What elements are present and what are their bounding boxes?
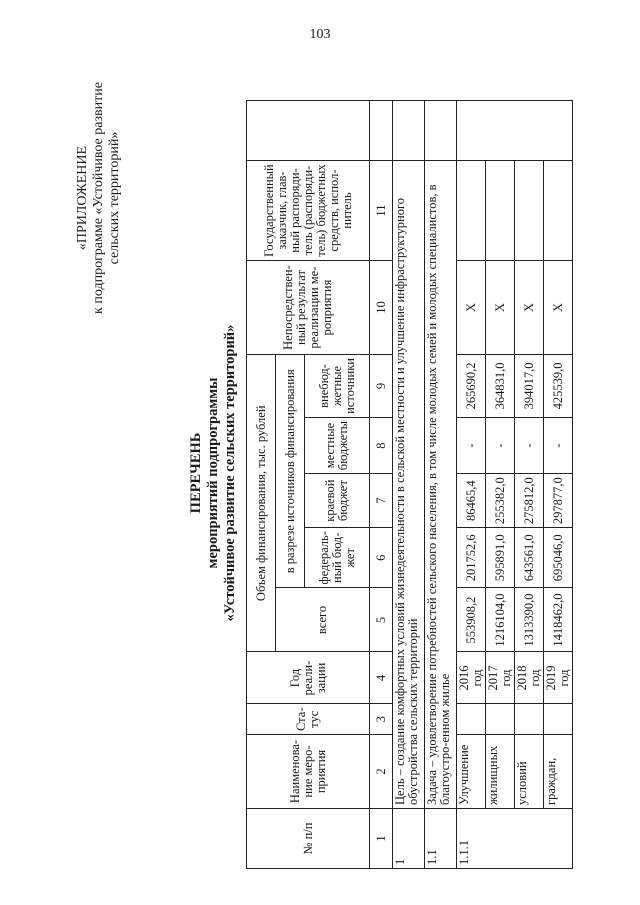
column-number: 6 bbox=[370, 528, 393, 588]
task-number: 1.1 bbox=[425, 809, 457, 869]
status-cell bbox=[515, 704, 544, 735]
column-number: 4 bbox=[370, 652, 393, 704]
header-result: Непосредствен-ный результат реализации ме-роприятия bbox=[247, 261, 370, 355]
header-name: Наименова-ние меро-приятия bbox=[247, 735, 370, 809]
empty-cell bbox=[393, 101, 425, 161]
local-cell: - bbox=[457, 417, 486, 473]
regional-cell: 275812,0 bbox=[515, 474, 544, 528]
total-cell: 553908,2 bbox=[457, 588, 486, 652]
task-text: Задача – удовлетворение потребностей сельского населения, в том числе молодых семей и молодых специалистов, в благоустро-енном жилье bbox=[425, 161, 457, 809]
regional-cell: 86465,4 bbox=[457, 474, 486, 528]
regional-cell: 255382,0 bbox=[486, 474, 515, 528]
empty-cell bbox=[457, 101, 573, 161]
offbudget-cell: 265690,2 bbox=[457, 355, 486, 418]
year-cell: 2019 год bbox=[544, 652, 573, 704]
header-customer: Государственный заказчик, глав-ный распоряди-тель (распоряди-тель) бюджетных средств, испол-нитель bbox=[247, 161, 370, 261]
column-number: 2 bbox=[370, 735, 393, 809]
header-offbudget: внебюд-жетные источники bbox=[305, 355, 370, 418]
federal-cell: 695046,0 bbox=[544, 528, 573, 588]
status-cell bbox=[544, 704, 573, 735]
table-row bbox=[486, 101, 515, 869]
result-cell: Х bbox=[486, 261, 515, 355]
measures-table bbox=[246, 100, 573, 869]
column-number: 9 bbox=[370, 355, 393, 418]
goal-number: 1 bbox=[393, 809, 425, 869]
header-row-1 bbox=[247, 101, 276, 869]
column-number: 8 bbox=[370, 417, 393, 473]
rotated-sheet bbox=[70, 58, 570, 888]
year-cell: 2017 год bbox=[486, 652, 515, 704]
header-local: местные бюджеты bbox=[305, 417, 370, 473]
customer-cell bbox=[486, 161, 515, 261]
total-cell: 1418462,0 bbox=[544, 588, 573, 652]
column-number: 7 bbox=[370, 474, 393, 528]
empty-cell bbox=[370, 101, 393, 161]
heading-program: «Устойчивое развитие сельских территорий» bbox=[222, 324, 238, 622]
result-cell: Х bbox=[515, 261, 544, 355]
column-number: 1 bbox=[370, 809, 393, 869]
result-cell: Х bbox=[544, 261, 573, 355]
offbudget-cell: 425539,0 bbox=[544, 355, 573, 418]
year-cell: 2016 год bbox=[457, 652, 486, 704]
result-cell: Х bbox=[457, 261, 486, 355]
appendix-block bbox=[75, 63, 123, 333]
item-number: 1.1.1 bbox=[457, 809, 573, 869]
year-cell: 2018 год bbox=[515, 652, 544, 704]
federal-cell: 201752,6 bbox=[457, 528, 486, 588]
appendix-line-2: сельских территорий» bbox=[107, 131, 122, 265]
customer-cell bbox=[515, 161, 544, 261]
total-cell: 1313390,0 bbox=[515, 588, 544, 652]
item-name-line: Улучшение bbox=[457, 735, 486, 809]
item-name-line: условий bbox=[515, 735, 544, 809]
appendix-title: «ПРИЛОЖЕНИЕ bbox=[75, 145, 90, 251]
page-number: 103 bbox=[309, 27, 331, 42]
offbudget-cell: 394017,0 bbox=[515, 355, 544, 418]
total-cell: 1216104,0 bbox=[486, 588, 515, 652]
column-number: 5 bbox=[370, 588, 393, 652]
header-regional: краевой бюджет bbox=[305, 474, 370, 528]
header-number: № п/п bbox=[247, 809, 370, 869]
empty-cell bbox=[247, 101, 370, 161]
table-row bbox=[457, 101, 486, 869]
empty-cell bbox=[425, 101, 457, 161]
goal-text: Цель – создание комфортных условий жизнедеятельности в сельской местности и улучшение инфраструктурного обустройства сельских территорий bbox=[393, 161, 425, 809]
column-number-row bbox=[370, 101, 393, 869]
heading-block bbox=[188, 58, 239, 888]
customer-cell bbox=[544, 161, 573, 261]
header-by-source: в разрезе источников финансирования bbox=[276, 355, 305, 588]
regional-cell: 297877,0 bbox=[544, 474, 573, 528]
item-name-line: жилищных bbox=[486, 735, 515, 809]
column-number: 3 bbox=[370, 704, 393, 735]
federal-cell: 643561,0 bbox=[515, 528, 544, 588]
header-total: всего bbox=[276, 588, 370, 652]
column-number: 11 bbox=[370, 161, 393, 261]
local-cell: - bbox=[486, 417, 515, 473]
heading-title: ПЕРЕЧЕНЬ bbox=[188, 432, 204, 514]
column-number: 10 bbox=[370, 261, 393, 355]
federal-cell: 595891,0 bbox=[486, 528, 515, 588]
header-federal: федераль-ный бюд-жет bbox=[305, 528, 370, 588]
customer-cell bbox=[457, 161, 486, 261]
heading-subtitle: мероприятий подпрограммы bbox=[205, 377, 221, 569]
local-cell: - bbox=[515, 417, 544, 473]
header-status: Ста-тус bbox=[247, 704, 370, 735]
local-cell: - bbox=[544, 417, 573, 473]
item-name-line: граждан, bbox=[544, 735, 573, 809]
goal-row bbox=[393, 101, 425, 869]
header-funding: Объем финансирования, тыс. рублей bbox=[247, 355, 276, 652]
task-row bbox=[425, 101, 457, 869]
table-row bbox=[544, 101, 573, 869]
offbudget-cell: 364831,0 bbox=[486, 355, 515, 418]
status-cell bbox=[486, 704, 515, 735]
status-cell bbox=[457, 704, 486, 735]
appendix-line-1: к подпрограмме «Устойчивое развитие bbox=[91, 82, 106, 314]
header-year: Год реали-зации bbox=[247, 652, 370, 704]
table-row bbox=[515, 101, 544, 869]
